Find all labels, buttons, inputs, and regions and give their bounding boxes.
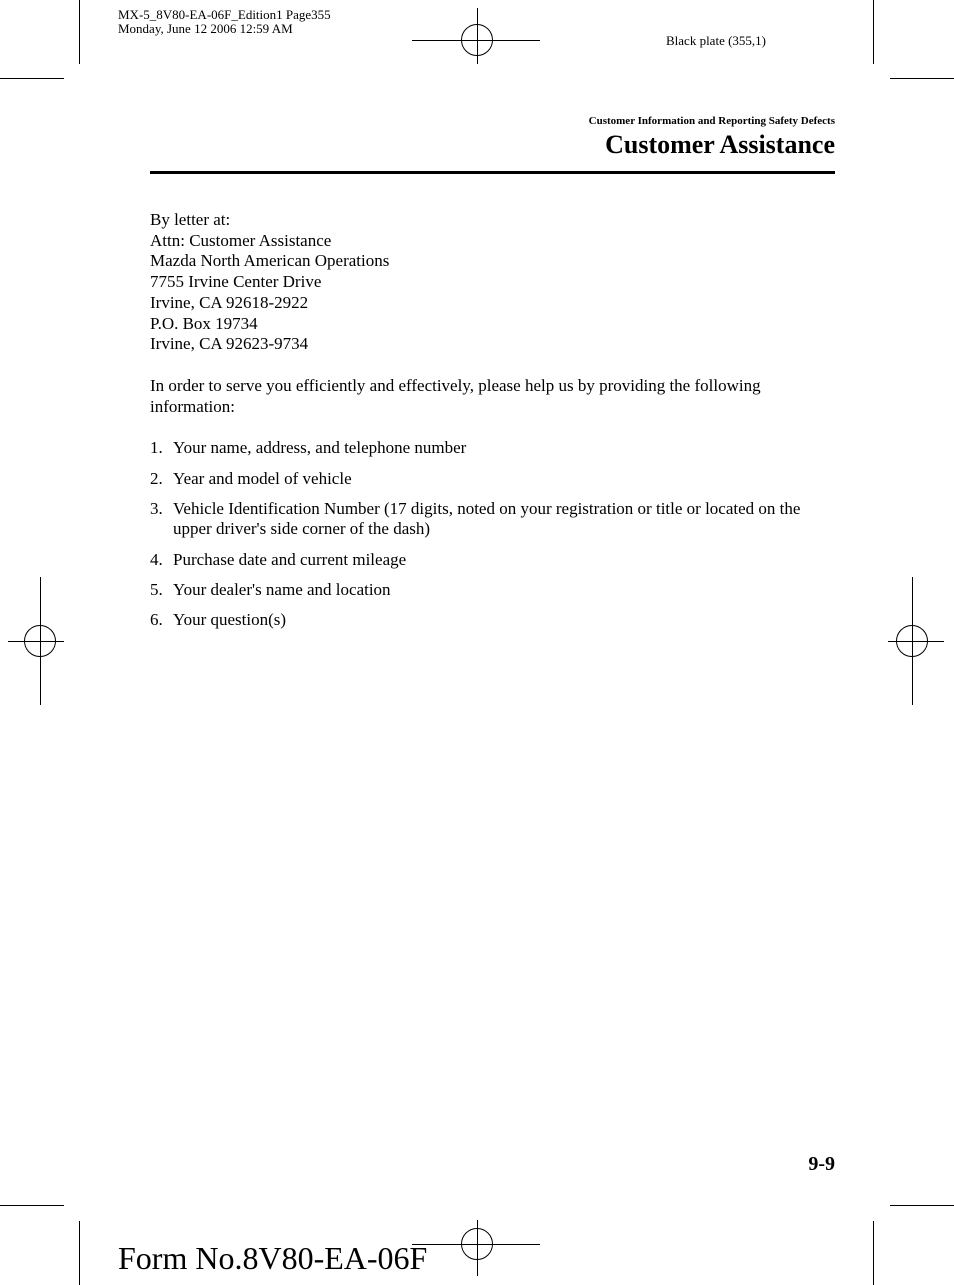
crop-mark-top-right-h [890, 78, 954, 79]
crop-mark-top-right-v [873, 0, 874, 64]
page-number: 9-9 [808, 1153, 835, 1175]
list-item-number: 6. [150, 610, 163, 630]
list-item-number: 5. [150, 579, 163, 599]
crop-mark-top-left-h [0, 78, 64, 79]
crop-mark-bottom-left-v [79, 1221, 80, 1285]
list-item [150, 580, 836, 601]
address-line: Attn: Customer Assistance [150, 230, 332, 250]
list-item [150, 438, 836, 459]
main-content [150, 210, 836, 640]
mailing-address [150, 210, 836, 355]
list-item-text: Vehicle Identification Number (17 digits, noted on your registration or title or located on the upper driver's side corner of the dash) [173, 498, 801, 539]
list-item-number: 3. [150, 498, 163, 518]
address-line: P.O. Box 19734 [150, 313, 258, 333]
crop-mark-bottom-left-h [0, 1205, 64, 1206]
list-item [150, 499, 836, 540]
crop-mark-bottom-right-v [873, 1221, 874, 1285]
title-rule [150, 171, 835, 174]
list-item-text: Your dealer's name and location [173, 579, 391, 599]
list-item [150, 469, 836, 490]
list-item-text: Year and model of vehicle [173, 468, 352, 488]
address-line: 7755 Irvine Center Drive [150, 272, 322, 292]
form-number: Form No.8V80-EA-06F [118, 1240, 428, 1276]
address-line: By letter at: [150, 210, 231, 229]
page-title: Customer Assistance [605, 130, 835, 159]
section-heading: Customer Information and Reporting Safety Defects [588, 115, 835, 127]
plate-label: Black plate (355,1) [666, 33, 766, 48]
address-line: Irvine, CA 92623-9734 [150, 334, 309, 354]
intro-paragraph: In order to serve you efficiently and effectively, please help us by providing the following information: [150, 375, 761, 416]
list-item-number: 4. [150, 549, 163, 569]
address-line: Mazda North American Operations [150, 251, 390, 271]
print-metadata [118, 8, 331, 36]
print-file-name: MX-5_8V80-EA-06F_Edition1 Page355 [118, 7, 331, 22]
crop-mark-bottom-right-h [890, 1205, 954, 1206]
list-item-text: Your question(s) [173, 610, 287, 630]
list-item-number: 2. [150, 468, 163, 488]
list-item [150, 610, 836, 631]
list-item-text: Purchase date and current mileage [173, 549, 407, 569]
crop-mark-top-left-v [79, 0, 80, 64]
list-item [150, 550, 836, 571]
list-item-number: 1. [150, 438, 163, 458]
list-item-text: Your name, address, and telephone number [173, 438, 467, 458]
address-line: Irvine, CA 92618-2922 [150, 292, 309, 312]
print-date: Monday, June 12 2006 12:59 AM [118, 21, 293, 36]
information-list [150, 438, 836, 630]
